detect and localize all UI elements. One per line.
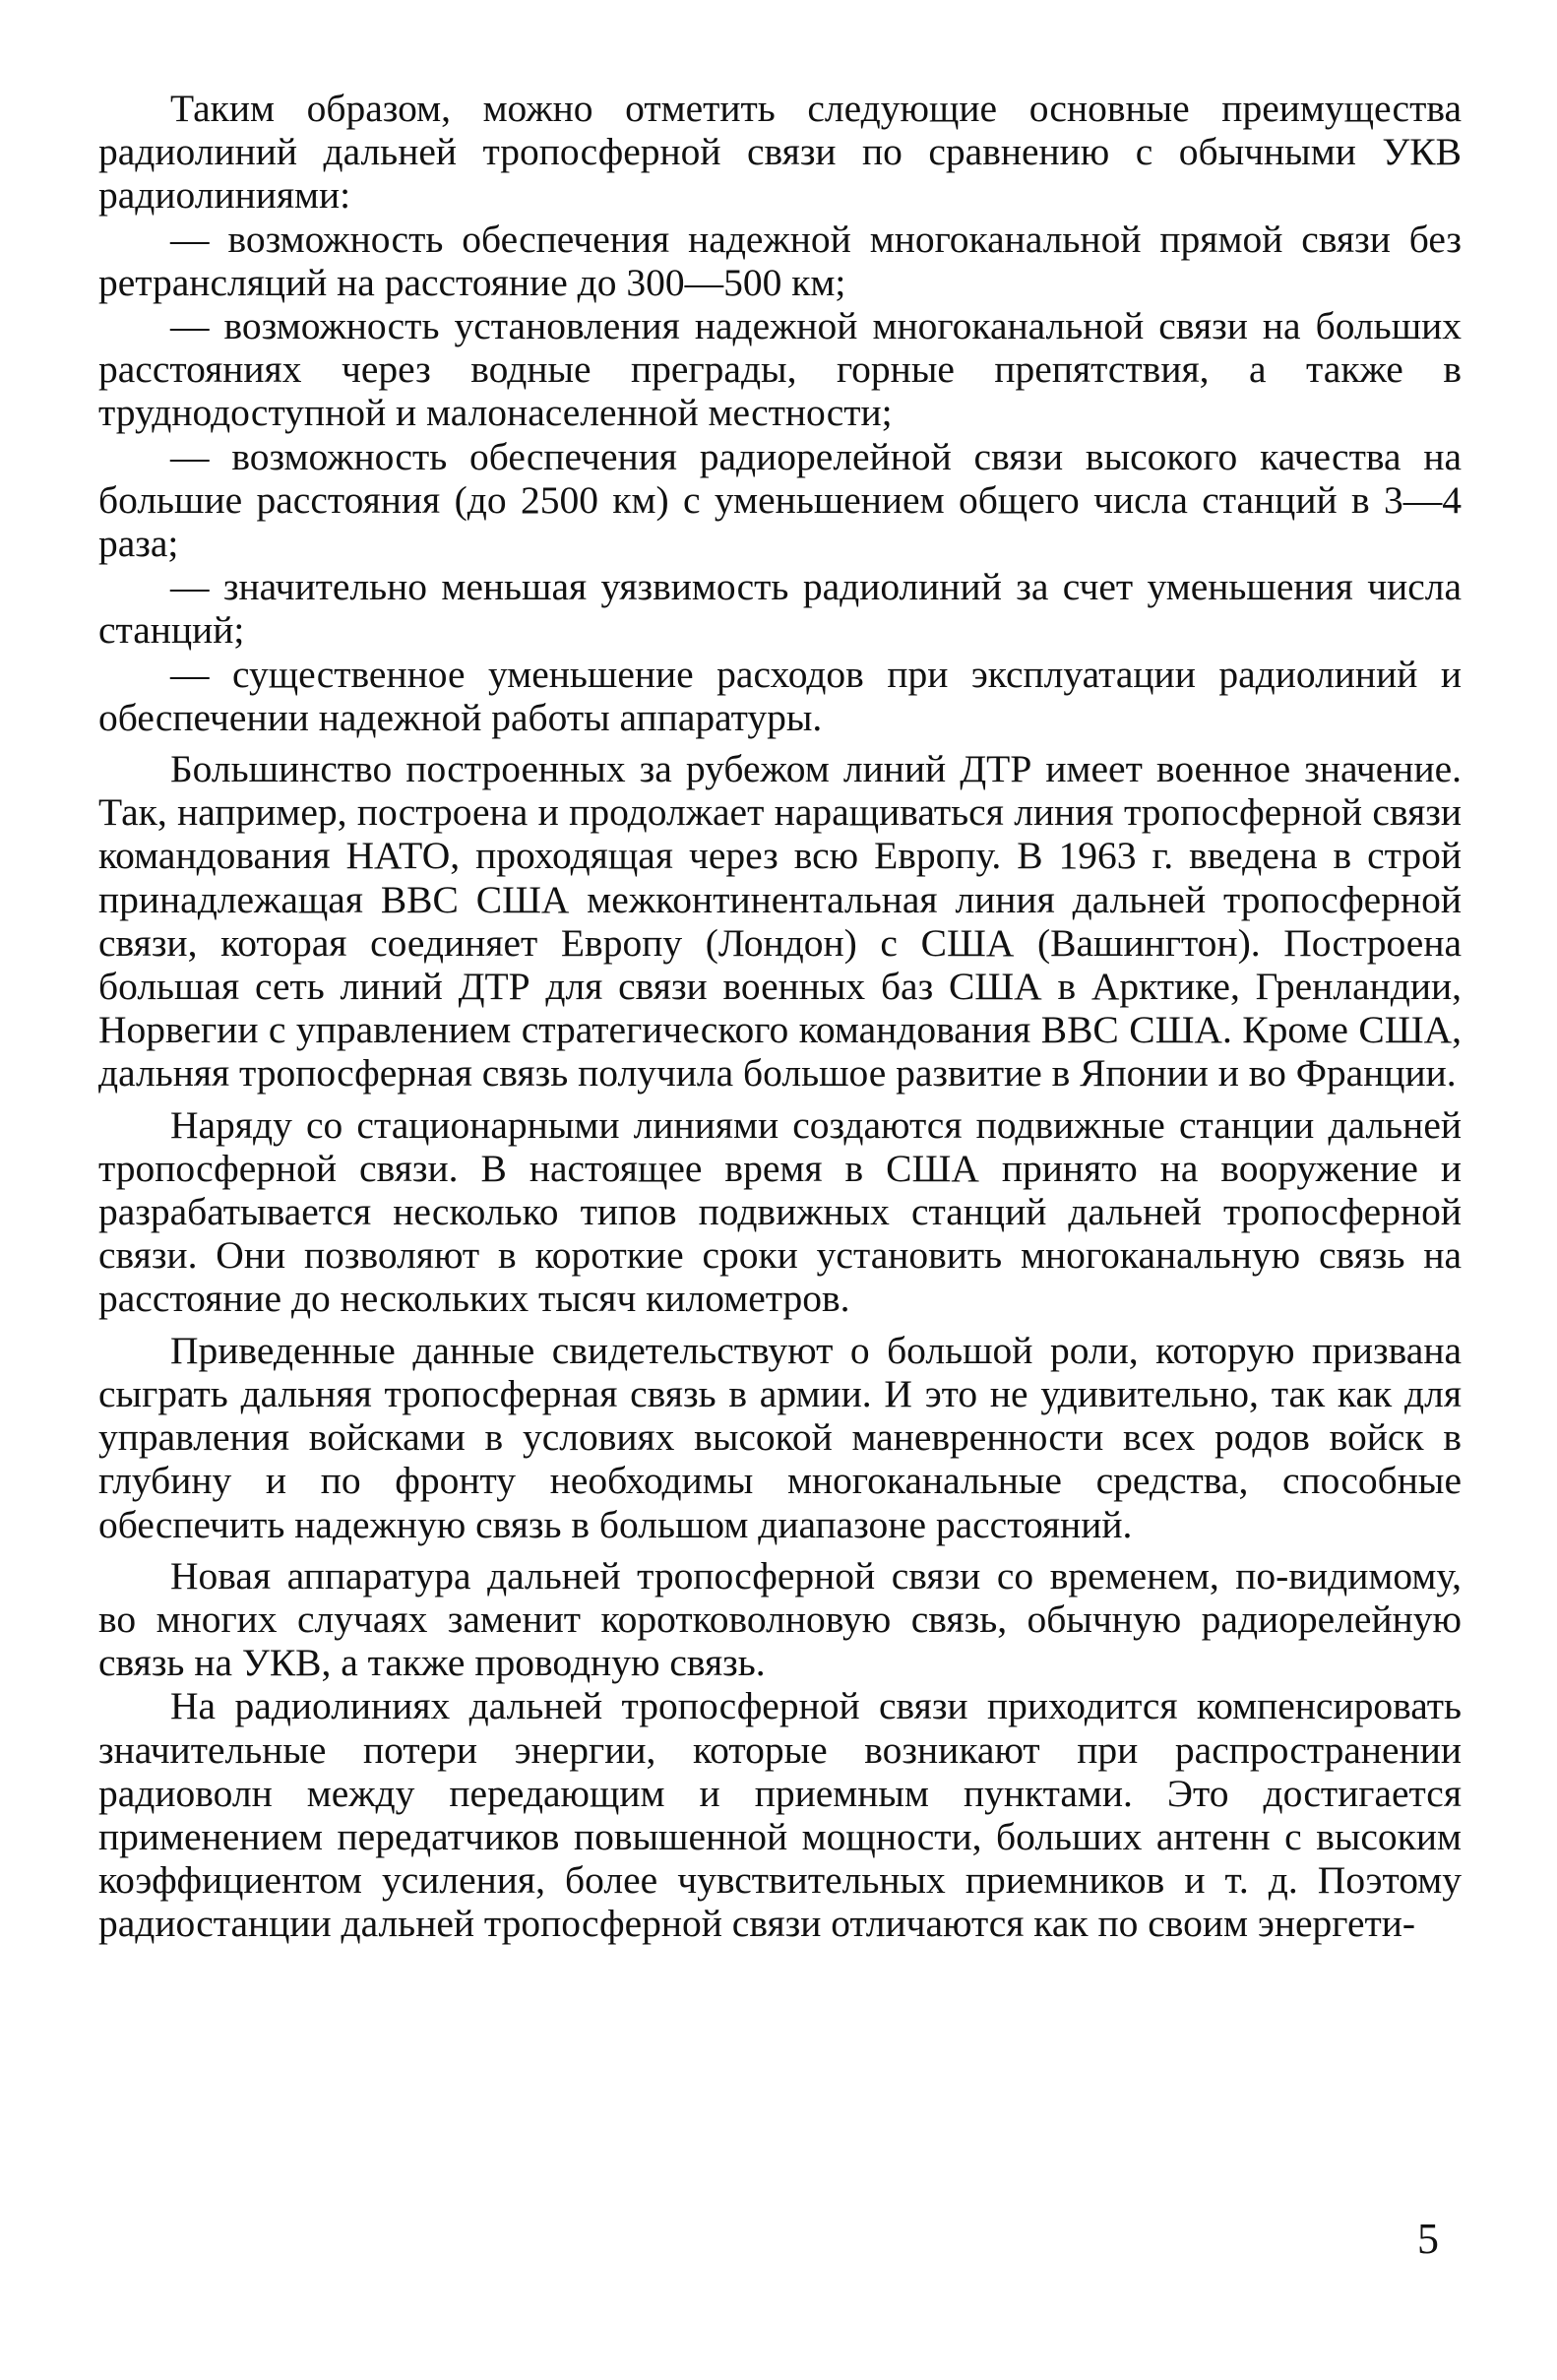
paragraph-mobile-stations: Наряду со стационарными линиями создаются подвижные станции дальней тропосферной связи. В настоящее время в США принято на вооружение и разрабатывается несколько типов подвижных станций дальней тропосферной связи. Они позволяют в короткие сроки установить многоканальную связь на расстояние до нескольких тысяч километров. <box>98 1102 1462 1321</box>
list-item-direct-link: — возможность обеспечения надежной многоканальной прямой связи без ретрансляций на расстояние до 300—500 км; <box>98 217 1462 304</box>
list-item-high-quality: — возможность обеспечения радиорелейной связи высокого качества на большие расстояния (до 2500 км) с уменьшением общего числа станций в 3—4 раза; <box>98 434 1462 566</box>
list-item-costs: — существенное уменьшение расходов при эксплуатации радиолиний и обеспечении надежной работы аппаратуры. <box>98 652 1462 739</box>
paragraph-foreign-lines: Большинство построенных за рубежом линий ДТР имеет военное значение. Так, например, построена и продолжает наращиваться линия тропосферной связи командования НАТО, проходящая через всю Европу. В 1963 г. введена в строй принадлежащая ВВС США межконтинентальная линия дальней тропосферной связи, которая соединяет Европу (Лондон) с США (Вашингтон). Построена большая сеть линий ДТР для связи военных баз США в Арктике, Гренландии, Норвегии с управлением стратегического командования ВВС США. Кроме США, дальняя тропосферная связь получила большое развитие в Японии и во Франции. <box>98 747 1462 1096</box>
paragraph-army-role: Приведенные данные свидетельствуют о большой роли, которую призвана сыграть дальняя тропосферная связь в армии. И это не удивительно, так как для управления войсками в условиях высокой маневренности всех родов войск в глубину и по фронту необходимы многоканальные средства, способные обеспечить надежную связь в большом диапазоне расстояний. <box>98 1328 1462 1546</box>
paragraph-energy-losses: На радиолиниях дальней тропосферной связи приходится компенсировать значительные потери энергии, которые возникают при распространении радиоволн между передающим и приемным пунктами. Это достигается применением передатчиков повышенной мощности, больших антенн с высоким коэффициентом усиления, более чувствительных приемников и т. д. Поэтому радиостанции дальней тропосферной связи отличаются как по своим энергети- <box>98 1684 1462 1946</box>
paragraph-new-equipment: Новая аппаратура дальней тропосферной связи со временем, по-видимому, во многих случаях заменит коротковолновую связь, обычную радиорелейную связь на УКВ, а также проводную связь. <box>98 1553 1462 1685</box>
list-item-vulnerability: — значительно меньшая уязвимость радиолиний за счет уменьшения числа станций; <box>98 565 1462 653</box>
page-number: 5 <box>1417 2215 1439 2263</box>
body-text <box>98 87 1462 1946</box>
paragraph-intro: Таким образом, можно отметить следующие основные преимущества радиолиний дальней тропосферной связи по сравнению с обычными УКВ радиолиниями: <box>98 87 1462 218</box>
list-item-long-distance: — возможность установления надежной многоканальной связи на больших расстояниях через водные преграды, горные препятствия, а также в труднодоступной и малонаселенной местности; <box>98 304 1462 435</box>
